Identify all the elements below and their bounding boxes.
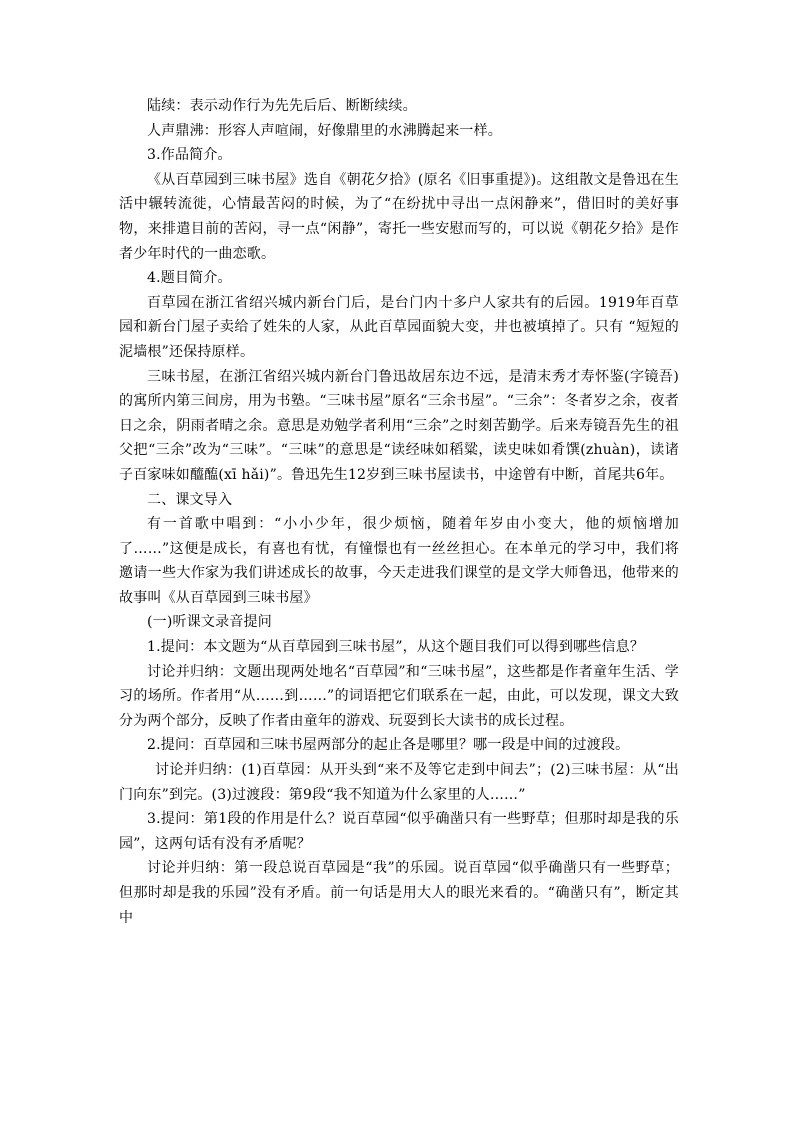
section-heading: 3.作品简介。	[147, 147, 232, 164]
paragraph: 三味书屋，在浙江省绍兴城内新台门鲁迅故居东边不远，是清末秀才寿怀鉴(字镜吾)的寓所内第三间房，用为书塾。“三味书屋”原名“三余书屋”。“三余”：冬者岁之余，夜者日之余，阴雨者晴之余。意思是劝勉学者利用“三余”之时刻苦勤学。后来寿镜吾先生的祖父把“三余”改为“三味”。“三味”的意思是“读经味如稻粱，读史味如肴馔(zhuàn)，读诸子百家味如醯醢(xī hǎi)”。鲁迅先生12岁到三味书屋读书，中途曾有中断，首尾共6年。	[119, 368, 679, 483]
question: 1.提问：本文题为“从百草园到三味书屋”，从这个题目我们可以得到哪些信息？	[147, 639, 645, 656]
paragraph: 《从百草园到三味书屋》选自《朝花夕拾》(原名《旧事重提》)。这组散文是鲁迅在生活中辗转流徙，心情最苦闷的时候，为了“在纷扰中寻出一点闲静来”，借旧时的美好事物，来排遣目前的苦闷，寻一点“闲静”，寄托一些安慰而写的，可以说《朝花夕拾》是作者少年时代的一曲恋歌。	[119, 171, 679, 262]
paragraph: 陆续：表示动作行为先先后后、断断续续。	[147, 98, 417, 114]
question: 2.提问：百草园和三味书屋两部分的起止各是哪里？哪一段是中间的过渡段。	[147, 737, 630, 754]
section-heading: (一)听课文录音提问	[147, 614, 272, 631]
question: 3.提问：第1段的作用是什么？说百草园“似乎确凿只有一些野草；但那时却是我的乐园”，这两句话有没有矛盾呢？	[119, 811, 679, 852]
answer: 讨论并归纳：文题出现两处地名“百草园”和“三味书屋”，这些都是作者童年生活、学习的场所。作者用“从……到……”的词语把它们联系在一起，由此，可以发现，课文大致分为两个部分，反映了作者由童年的游戏、玩耍到长大读书的成长过程。	[119, 663, 679, 729]
document-page	[119, 94, 679, 930]
paragraph: 有一首歌中唱到：“小小少年，很少烦恼，随着年岁由小变大，他的烦恼增加了……”这便是成长，有喜也有忧，有憧憬也有一丝丝担心。在本单元的学习中，我们将邀请一些大作家为我们讲述成长的故事，今天走进我们课堂的是文学大师鲁迅，他带来的故事叫《从百草园到三味书屋》	[119, 516, 679, 606]
answer: 讨论并归纳：(1)百草园：从开头到“来不及等它走到中间去”；(2)三味书屋：从“出门向东”到完。(3)过渡段：第9段“我不知道为什么家里的人……”	[119, 762, 679, 803]
answer: 讨论并归纳：第一段总说百草园是“我”的乐园。说百草园“似乎确凿只有一些野草；但那时却是我的乐园”没有矛盾。前一句话是用大人的眼光来看的。“确凿只有”，断定其中	[119, 860, 679, 926]
paragraph: 百草园在浙江省绍兴城内新台门后，是台门内十多户人家共有的后园。1919年百草园和新台门屋子卖给了姓朱的人家，从此百草园面貌大变，井也被填掉了。只有 “短短的泥墙根”还保持原样。	[119, 294, 679, 360]
section-heading: 二、课文导入	[147, 491, 233, 508]
section-heading: 4.题目简介。	[147, 270, 232, 287]
paragraph: 人声鼎沸：形容人声喧闹，好像鼎里的水沸腾起来一样。	[147, 122, 502, 139]
